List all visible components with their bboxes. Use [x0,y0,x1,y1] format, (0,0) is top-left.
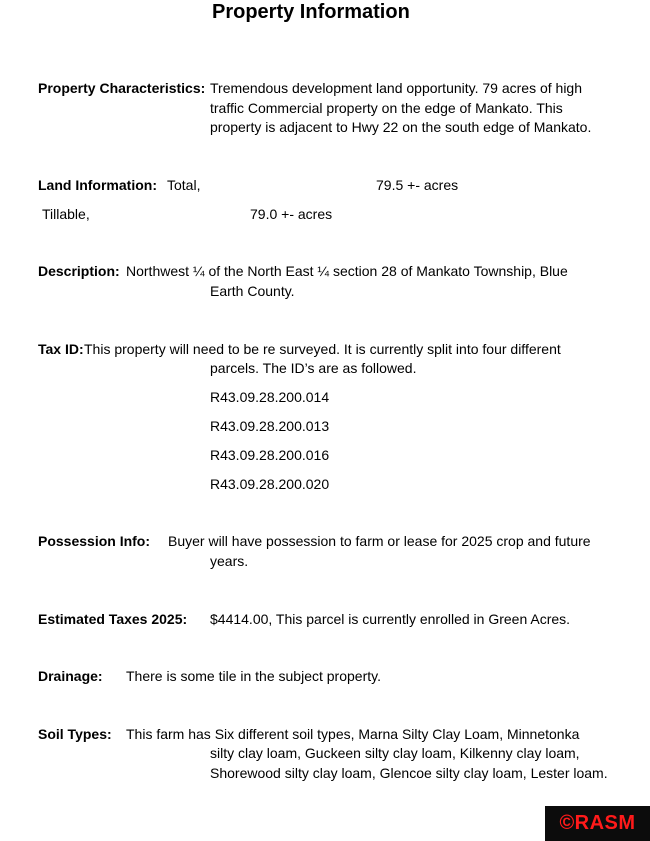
drainage-text: There is some tile in the subject property. [126,668,381,684]
parcel-id: R43.09.28.200.016 [210,447,330,463]
tax-id-line-2: parcels. The ID’s are as followed. [210,360,417,376]
tax-id-line-1: This property will need to be re surveyed. It is currently split into four different [84,341,561,357]
description-label: Description: [38,263,120,279]
tax-id-label: Tax ID: [38,341,84,357]
parcel-id: R43.09.28.200.014 [210,389,330,405]
land-tillable-value: 79.0 +- acres [250,206,333,222]
possession-line-2: years. [210,553,249,569]
land-label: Land Information: [38,177,157,193]
land-tillable-label: Tillable, [42,206,90,222]
soil-label: Soil Types: [38,726,112,742]
soil-line-2: silty clay loam, Guckeen silty clay loam, Kilkenny clay loam, [210,745,580,761]
drainage-label: Drainage: [38,668,103,684]
characteristics-line-3: property is adjacent to Hwy 22 on the south edge of Mankato. [210,119,592,135]
possession-line-1: Buyer will have possession to farm or lease for 2025 crop and future [168,533,591,549]
possession-label: Possession Info: [38,533,151,549]
soil-line-1: This farm has Six different soil types, Marna Silty Clay Loam, Minnetonka [126,726,580,742]
description-line-1: Northwest ¼ of the North East ¼ section 28 of Mankato Township, Blue [126,263,568,279]
parcel-id: R43.09.28.200.020 [210,476,330,492]
land-total-label: Total, [167,177,201,193]
characteristics-line-2: traffic Commercial property on the edge of Mankato. This [210,100,563,116]
characteristics-line-1: Tremendous development land opportunity. 79 acres of high [210,80,583,96]
rasm-watermark: ©RASM [545,806,650,841]
land-total-value: 79.5 +- acres [376,177,459,193]
characteristics-label: Property Characteristics: [38,80,206,96]
parcel-id: R43.09.28.200.013 [210,418,330,434]
page-title: Property Information [212,1,410,23]
description-line-2: Earth County. [210,283,295,299]
taxes-label: Estimated Taxes 2025: [38,611,188,627]
soil-line-3: Shorewood silty clay loam, Glencoe silty clay loam, Lester loam. [210,765,608,781]
taxes-text: $4414.00, This parcel is currently enrolled in Green Acres. [210,611,571,627]
